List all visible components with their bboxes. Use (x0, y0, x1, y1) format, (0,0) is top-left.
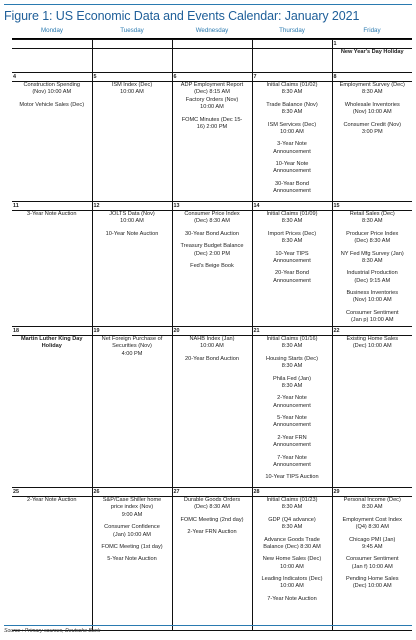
event-item: Existing Home Sales (Dec) 10:00 AM (346, 336, 399, 350)
event-item: Phila Fed (Jan) 8:30 AM (273, 375, 311, 389)
calendar-week-row (12, 202, 412, 327)
calendar-day-cell (252, 73, 332, 202)
day-number (173, 40, 252, 49)
event-item: Housing Starts (Dec) 8:30 AM (266, 355, 318, 370)
event-list (173, 211, 252, 270)
day-number: 5 (93, 73, 172, 82)
calendar-day-cell (12, 327, 92, 488)
day-number: 20 (173, 327, 252, 336)
event-item: ISM Services (Dec) 10:00 AM (267, 121, 317, 135)
event-list (173, 82, 252, 131)
day-number: 18 (12, 327, 92, 336)
day-number: 6 (173, 73, 252, 82)
calendar-week-row (12, 73, 412, 202)
day-number (253, 40, 332, 49)
event-list (93, 211, 172, 238)
calendar-day-cell (92, 73, 172, 202)
calendar-week-row (12, 488, 412, 631)
event-item: FOMC Minutes (Dec 15- 16) 2:00 PM (181, 116, 243, 130)
event-list (253, 336, 332, 482)
holiday-label: New Year's Day Holiday (340, 49, 404, 55)
event-list (333, 211, 413, 325)
event-list (93, 336, 172, 358)
weekday-tuesday: Tuesday (120, 27, 144, 34)
event-list (173, 497, 252, 537)
day-number: 14 (253, 202, 332, 211)
event-list (173, 336, 252, 363)
weekday-wednesday: Wednesday (195, 27, 229, 34)
calendar-day-cell (252, 40, 332, 73)
event-list (12, 336, 92, 351)
calendar-day-cell (12, 73, 92, 202)
event-list (93, 497, 172, 564)
day-number: 21 (253, 327, 332, 336)
day-number (12, 40, 92, 49)
event-item: Initial Claims (01/23) 8:30 AM (266, 497, 318, 511)
event-list (253, 497, 332, 603)
event-item: Trade Balance (Nov) 8:30 AM (266, 101, 318, 116)
holiday-label: Martin Luther King Day Holiday (20, 336, 83, 350)
event-item: Pending Home Sales (Dec) 10:00 AM (345, 576, 399, 590)
event-item: Initial Claims (01/09) 8:30 AM (266, 211, 318, 225)
calendar-week-row (12, 327, 412, 488)
day-number: 8 (333, 73, 413, 82)
event-list (333, 497, 413, 591)
event-item: Consumer Sentiment (Jan f) 10:00 AM (345, 556, 399, 570)
event-item: Initial Claims (01/02) 8:30 AM (266, 82, 318, 96)
calendar-day-cell (332, 202, 412, 327)
calendar-day-cell (332, 488, 412, 631)
event-item: Net Foreign Purchase of Securities (Nov) 4:00 PM (101, 336, 163, 357)
day-number: 25 (12, 488, 92, 497)
event-list (12, 82, 92, 109)
event-item: 10-Year TIPS Auction (265, 474, 319, 481)
calendar-day-cell (172, 40, 252, 73)
day-number: 29 (333, 488, 413, 497)
event-item: Personal Income (Dec) 8:30 AM (343, 497, 401, 511)
event-item: 3-Year Note Announcement (273, 141, 311, 155)
calendar-day-cell (172, 202, 252, 327)
calendar-day-cell (92, 202, 172, 327)
event-item: Consumer Price Index (Dec) 8:30 AM (184, 211, 240, 225)
weekday-header (12, 27, 412, 34)
event-list (333, 82, 413, 136)
event-item: 10-Year Note Auction (105, 230, 159, 237)
day-number: 28 (253, 488, 332, 497)
event-item: Import Prices (Dec) 8:30 AM (267, 230, 317, 245)
calendar-day-cell (252, 488, 332, 631)
event-item: 2-Year FRN Auction (187, 529, 237, 536)
event-item: Employment Cost Index (Q4) 8:30 AM (342, 516, 402, 531)
calendar-grid (12, 38, 412, 625)
title-bar (4, 4, 412, 23)
event-list (12, 497, 92, 504)
calendar-day-cell (332, 73, 412, 202)
event-list (253, 211, 332, 285)
calendar-week-row (12, 40, 412, 73)
event-item: FOMC Meeting (1st day) (101, 543, 163, 550)
event-item: Initial Claims (01/16) 8:30 AM (266, 336, 318, 350)
event-item: Consumer Sentiment (Jan p) 10:00 AM (345, 309, 399, 324)
event-item: 30-Year Bond Announcement (273, 180, 311, 195)
event-item: Consumer Confidence (Jan) 10:00 AM (104, 524, 160, 538)
day-number: 15 (333, 202, 413, 211)
calendar-day-cell (12, 488, 92, 631)
weekday-monday: Monday (40, 27, 63, 34)
event-item: Retail Sales (Dec) 8:30 AM (349, 211, 395, 225)
day-number: 26 (93, 488, 172, 497)
event-item: Business Inventories (Nov) 10:00 AM (346, 290, 399, 304)
event-item: FOMC Meeting (2nd day) (180, 516, 244, 523)
event-item: Industrial Production (Dec) 9:15 AM (346, 270, 398, 284)
event-item: 2-Year FRN Announcement (273, 434, 311, 449)
weekday-thursday: Thursday (279, 27, 305, 34)
calendar-day-cell (92, 327, 172, 488)
calendar-day-cell (332, 40, 412, 73)
calendar-table (12, 39, 412, 631)
event-item: 2-Year Note Auction (26, 497, 77, 503)
day-number: 7 (253, 73, 332, 82)
event-item: Fed's Beige Book (190, 262, 234, 269)
event-item: 10-Year Note Announcement (273, 161, 311, 175)
event-item: Durable Goods Orders (Dec) 8:30 AM (183, 497, 241, 511)
calendar-day-cell (252, 327, 332, 488)
event-item: Consumer Credit (Nov) 3:00 PM (343, 121, 401, 135)
day-number: 12 (93, 202, 172, 211)
calendar-day-cell (252, 202, 332, 327)
event-item: 2-Year Note Announcement (273, 395, 311, 409)
day-number: 13 (173, 202, 252, 211)
event-item: New Home Sales (Dec) 10:00 AM (262, 556, 322, 570)
event-item: Chicago PMI (Jan) 9:45 AM (349, 536, 396, 550)
event-item: 10-Year TIPS Announcement (273, 250, 311, 264)
event-list (12, 211, 92, 218)
event-item: S&P/Case Shiller home price index (Nov) 9:00 AM (102, 497, 162, 518)
event-item: 20-Year Bond Announcement (273, 270, 311, 284)
event-item: NY Fed Mfg Survey (Jan) 8:30 AM (340, 250, 404, 264)
event-item: ADP Employment Report (Dec) 8:15 AM Factory Orders (Nov) 10:00 AM (180, 82, 244, 111)
event-item: ISM Index (Dec) 10:00 AM (111, 82, 153, 96)
calendar-day-cell (12, 202, 92, 327)
event-item: 5-Year Note Announcement (273, 415, 311, 429)
event-list (333, 49, 413, 56)
day-number: 4 (12, 73, 92, 82)
event-item: Treasury Budget Balance (Dec) 2:00 PM (180, 243, 244, 257)
day-number: 22 (333, 327, 413, 336)
day-number: 11 (12, 202, 92, 211)
event-item: 30-Year Bond Auction (185, 230, 239, 237)
day-number: 27 (173, 488, 252, 497)
event-item: GDP (Q4 advance) 8:30 AM (268, 516, 316, 531)
event-item: 5-Year Note Auction (107, 556, 157, 563)
event-list (93, 82, 172, 97)
event-item: Construction Spending (Nov) 10:00 AM (23, 82, 81, 96)
event-item: NAHB Index (Jan) 10:00 AM (189, 336, 235, 350)
weekday-friday: Friday (363, 27, 381, 34)
day-number (93, 40, 172, 49)
calendar-day-cell (172, 327, 252, 488)
calendar-day-cell (172, 488, 252, 631)
event-item: Wholesale Inventories (Nov) 10:00 AM (344, 101, 400, 116)
calendar-day-cell (92, 40, 172, 73)
source-note: Source : Primary sources, Deutsche Bank (4, 625, 412, 634)
event-item: 3-Year Note Auction (26, 211, 77, 217)
event-list (333, 336, 413, 351)
calendar-day-cell (172, 73, 252, 202)
day-number: 19 (93, 327, 172, 336)
event-item: Producer Price Index (Dec) 8:30 AM (346, 230, 399, 245)
event-item: Employment Survey (Dec) 8:30 AM (339, 82, 405, 96)
event-item: 7-Year Note Announcement (273, 454, 311, 468)
event-list (253, 82, 332, 196)
event-item: 20-Year Bond Auction (185, 355, 239, 362)
event-item: JOLTS Data (Nov) 10:00 AM (109, 211, 155, 225)
day-number: 1 (333, 40, 413, 49)
calendar-day-cell (12, 40, 92, 73)
calendar-day-cell (332, 327, 412, 488)
event-item: Motor Vehicle Sales (Dec) (19, 101, 85, 108)
calendar-day-cell (92, 488, 172, 631)
figure-title: Figure 1: US Economic Data and Events Calendar: January 2021 (4, 9, 360, 23)
event-item: Advance Goods Trade Balance (Dec) 8:30 AM (263, 536, 321, 550)
event-item: 7-Year Note Auction (267, 595, 317, 602)
event-item: Leading Indicators (Dec) 10:00 AM (261, 576, 323, 590)
